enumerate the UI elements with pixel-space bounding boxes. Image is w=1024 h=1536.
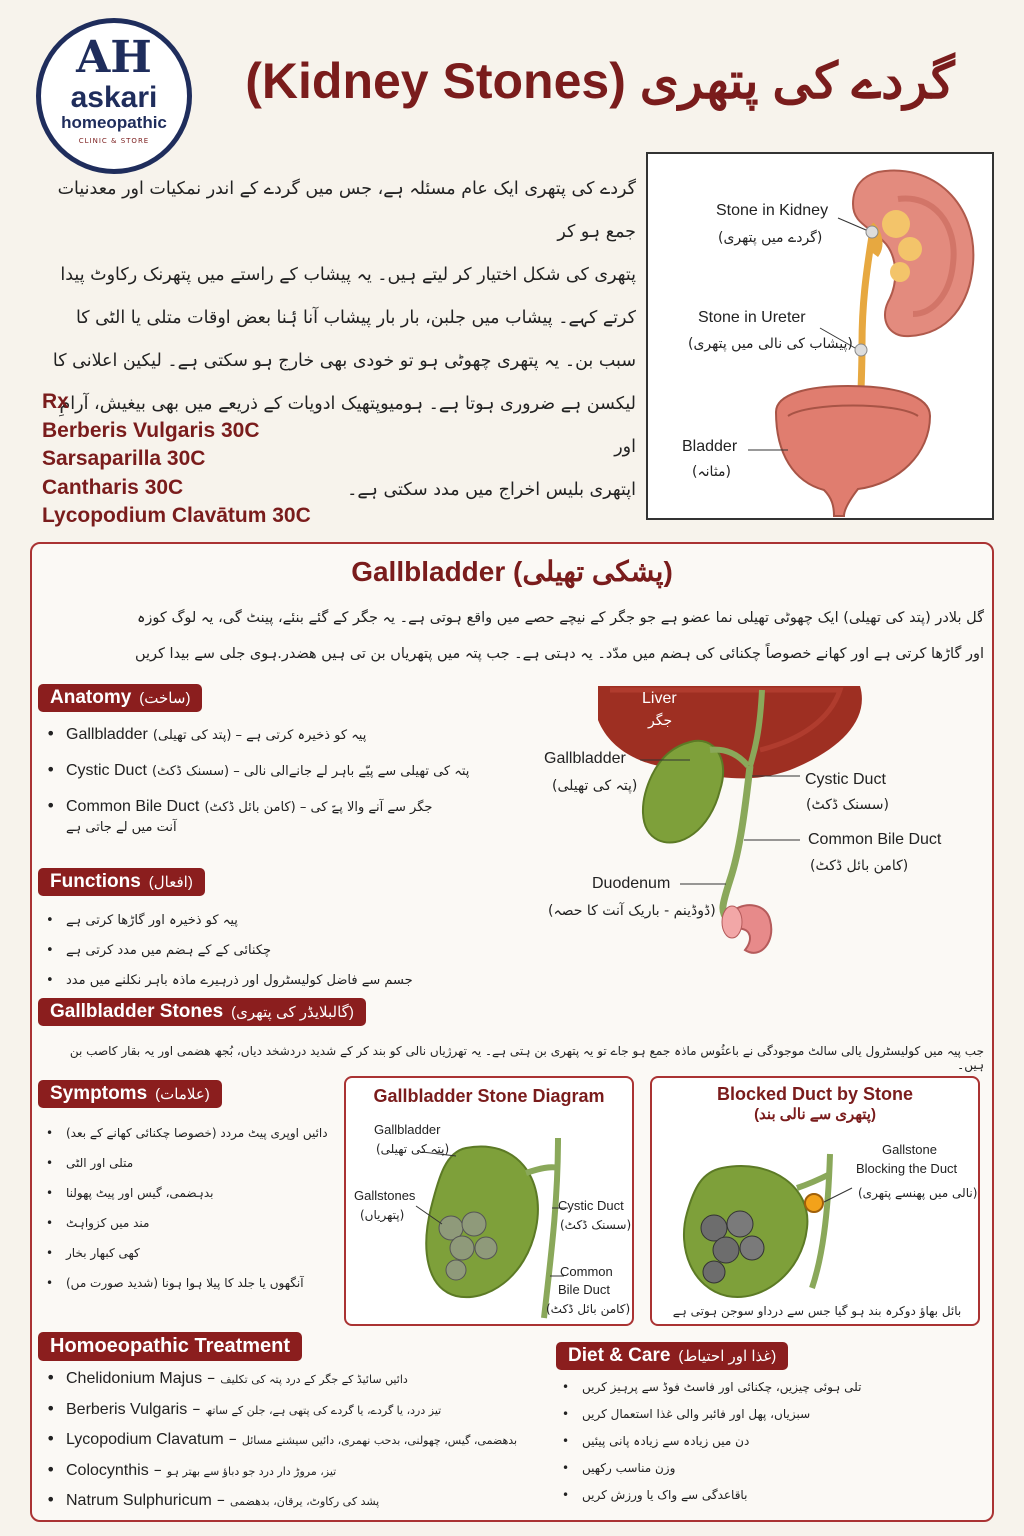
list-item: • تلی ہوئی چیزیں، چکنائی اور فاسٹ فوڈ سے پرہیز کریں — [556, 1374, 976, 1401]
label-stone-kidney: Stone in Kidney — [716, 202, 829, 219]
rx-list — [42, 388, 311, 531]
functions-heading — [38, 868, 205, 896]
rx-medicine: Lycopodium Clavātum 30C — [42, 504, 311, 527]
symptoms-label: Symptoms — [50, 1083, 148, 1104]
logo-tag: CLINIC & STORE — [78, 137, 150, 145]
label-cystic-duct: Cystic Duct — [805, 771, 886, 788]
list-item: • Common Bile Duct (کامن بائل ڈکٹ) – جگر سے آنے والا پےّ کی آنت میں لے جاتی ہے — [40, 796, 560, 835]
rx-medicine: Sarsaparilla 30C — [42, 447, 206, 470]
label-liver-ur: جگر — [648, 713, 673, 729]
blocked-caption: بائل بھاؤ دوکرہ بند ہو گیا جس سے درداو سوجن ہوتی ہے — [672, 1304, 962, 1318]
diet-label: Diet & Care — [568, 1345, 671, 1366]
anatomy-heading — [38, 684, 202, 712]
list-item: • آنگھوں یا جلد کا پیلا ہوا ہونا (شدید صورت مں) — [40, 1268, 340, 1298]
label-stone-ureter-ur: (پیشاب کی نالی میں پتھری) — [688, 336, 853, 352]
stone-diagram-title: Gallbladder Stone Diagram — [373, 1086, 605, 1106]
symptoms-label-ur: (علامات) — [155, 1086, 210, 1103]
anatomy-label: Anatomy — [50, 687, 132, 708]
blocked-title: Blocked Duct by Stone — [716, 1084, 914, 1104]
stones-label: Gallbladder Stones — [50, 1001, 224, 1022]
list-item: • Lycopodium Clavatum – بدھضمی، گیس، چھولنی، بدحب نھمری، دائیں سیشنے مسائل — [40, 1425, 560, 1456]
list-item: • باقاعدگی سے واک یا ورزش کریں — [556, 1482, 976, 1509]
symptoms-heading — [38, 1080, 222, 1108]
gintro-line: گل بلادر (پتد کی تھیلی) ایک چھوٹی تھیلی نما عضو ہے جو جگر کے نیچے حصے میں واقع ہوتی ہے۔ یہ جگر کے گئے بنئے، پینٹ گی، یہ لوگ کوزہ — [136, 610, 984, 626]
label-liver: Liver — [642, 690, 677, 707]
label-blocking-duct-ur: (نالی میں پھنسے پتھری) — [858, 1186, 978, 1200]
intro-line: کرتے کہے۔ پیشاب میں جلبن، بار بار پیشاب آنا ۂنا بعض اوقات متلی یا الٹی کا — [75, 308, 636, 328]
intro-line: پتھری کی شکل اختیار کر لیتے ہیں۔ یہ پیشاب کے راستے میں پتھرنک رکاوٹ پیدا — [60, 265, 636, 285]
intro-line: لیکسن ہے ضروری ہوتا ہے۔ ہومیوپتھیک ادویات کے ذریعے میں بھی بیغیش، آرامِ اور — [59, 394, 636, 457]
label-common-bile-duct-ur: (کامن بائل ڈکٹ) — [810, 858, 909, 874]
rx-medicine: Berberis Vulgaris 30C — [42, 418, 260, 442]
treatment-heading — [38, 1332, 302, 1361]
list-item: • Berberis Vulgaris – تیز درد، یا گردے، یا گردے کی پتھی ہے، جلن کے ساتھ — [40, 1395, 560, 1426]
label-duodenum-ur: (ڈوڈینم - باریک آنت کا حصہ) — [548, 903, 716, 919]
intro-line: سبب بن۔ یہ پتھری چھوٹی ہو تو خودی بھی خارج ہو سکتی ہے۔ لیکین اعلانی کا — [52, 351, 636, 371]
label-bladder: Bladder — [682, 438, 738, 455]
treatment-label: Homoeopathic Treatment — [50, 1335, 291, 1357]
list-item: • کھی کبھار بخار — [40, 1238, 340, 1268]
rx-label: Rx — [42, 390, 69, 413]
functions-label-ur: (افعال) — [148, 874, 193, 891]
stones-label-ur: (گالبلایڈر کی پتھری) — [231, 1004, 354, 1021]
gallbladder-intro — [40, 600, 984, 672]
intro-line: گردے کی پتھری ایک عام مسئلہ ہے، جس میں گردے کے اندر نمکیات اور معدنیات جمع ہو کر — [57, 179, 636, 242]
list-item: • Gallbladder (پتد کی تھیلی) – پیہ کو ذخیرہ کرتی ہے — [40, 724, 560, 744]
gintro-line: اور گاڑھا کرتی ہے اور کھانے خصوصاً چکنائی کی ہضم میں مدّد۔ یہ دہتی ہے۔ جب پتہ میں پتھریاں بن تی ہیں ھضدر.ہوی جلی سے بیدا کریں — [134, 646, 984, 662]
blocked-duct-illustration — [652, 1078, 978, 1324]
clinic-logo — [36, 18, 192, 174]
list-item: • Natrum Sulphuricum – پشد کی رکاوٹ، یرقان، بدھضمی — [40, 1486, 560, 1517]
list-item: • بدہضمی، گیس اور پیٹ پھولنا — [40, 1178, 340, 1208]
label-gallbladder: Gallbladder — [374, 1122, 441, 1137]
label-bile-duct: Bile Duct — [558, 1282, 611, 1297]
liver-gallbladder-illustration — [540, 680, 990, 970]
treatment-list — [40, 1364, 560, 1517]
list-item: • وزن مناسب رکھیں — [556, 1455, 976, 1482]
list-item: • دائیں اوپری پیٹ مردد (خصوصا چکنائی کھانے کے بعد) — [40, 1118, 340, 1148]
logo-subtitle: homeopathic — [61, 113, 167, 132]
label-gallbladder: Gallbladder — [544, 750, 626, 767]
list-item: • جسم سے فاضل کولیسٹرول اور ذرہیرے ماذہ باہر نکلنے میں مدد — [40, 966, 560, 996]
label-common: Common — [560, 1264, 613, 1279]
list-item: • سبزیاں، پھل اور فائبر والی غذا استعمال کریں — [556, 1401, 976, 1428]
list-item: • چکنائی کے کے ہضم میں مدد کرتی ہے — [40, 936, 560, 966]
list-item: • دن میں زیادہ سے زیادہ پانی پیئیں — [556, 1428, 976, 1455]
page-title: (Kidney Stones) گردے کی پتھری — [245, 53, 955, 109]
gallbladder-title: Gallbladder (پشکی تھیلی) — [351, 556, 673, 587]
label-duodenum: Duodenum — [592, 875, 671, 892]
logo-monogram: AH — [76, 32, 152, 83]
label-stone-ureter: Stone in Ureter — [698, 309, 806, 326]
diet-list — [556, 1374, 976, 1509]
label-cystic-duct-ur: (سسنک ڈکٹ) — [806, 797, 889, 813]
diet-heading — [556, 1342, 788, 1370]
logo-brand: askari — [70, 81, 158, 114]
list-item: • Cystic Duct (سسنک ڈکٹ) – پتہ کی تھیلی سے پیّے باہر لے جانےالی نالی — [40, 760, 560, 780]
label-stone-kidney-ur: (گردے میں پتھری) — [718, 230, 823, 246]
list-item: • مند میں کزواہٹ — [40, 1208, 340, 1238]
list-item: • پیہ کو ذخیرہ اور گاڑھا کرتی ہے — [40, 906, 560, 936]
label-cystic-duct-ur: (سسنک ڈکٹ) — [560, 1218, 632, 1232]
functions-label: Functions — [50, 871, 141, 892]
anatomy-list — [40, 724, 560, 835]
label-gallstone: Gallstone — [882, 1142, 937, 1157]
label-gallbladder-ur: (پتہ کی تھیلی) — [552, 778, 638, 794]
list-item: • متلی اور الٹی — [40, 1148, 340, 1178]
anatomy-label-ur: (ساخت) — [139, 690, 191, 707]
label-gallbladder-ur: (پتہ کی تھیلی) — [376, 1142, 450, 1156]
blocked-title-ur: (پتھری سے نالی بند) — [754, 1106, 876, 1123]
blocked-duct-box — [650, 1076, 980, 1326]
rx-medicine: Cantharis 30C — [42, 475, 184, 499]
stones-description: جب پیہ میں کولیسٹرول یالی سالٹ موجودگی نے باعثُوس ماذہ جمع ہو جاے تو یہ پتھری بن ہتی ہے۔ یہ تھرژیاں نالی کو بند کر کے شدید دردشخد دیاں، بُجھ ھضمی اور یہ بقار کاصب بن ہیں۔ — [69, 1044, 984, 1072]
label-gallstones-ur: (پتھریاں) — [360, 1208, 405, 1222]
functions-list — [40, 906, 560, 996]
label-bile-duct-ur: (کامن بائل ڈکٹ) — [546, 1302, 631, 1316]
symptoms-list — [40, 1118, 340, 1298]
stones-heading — [38, 998, 366, 1026]
label-blocking-duct: Blocking the Duct — [856, 1161, 958, 1176]
diet-label-ur: (غذا اور احتیاط) — [678, 1348, 777, 1365]
label-bladder-ur: (مثانہ) — [692, 464, 732, 480]
kidney-diagram — [646, 152, 994, 520]
intro-line: اپتھری بلیس اخراج میں مدد سکتی ہے۔ — [347, 480, 636, 500]
list-item: • Chelidonium Majus – دائیں سائیڈ کے جگر کے درد پتہ کی تکلیف — [40, 1364, 560, 1395]
label-gallstones: Gallstones — [354, 1188, 416, 1203]
label-common-bile-duct: Common Bile Duct — [808, 831, 942, 848]
stone-diagram-box — [344, 1076, 634, 1326]
label-cystic-duct: Cystic Duct — [558, 1198, 624, 1213]
list-item: • Colocynthis – تیز، مروڑ دار درد جو دباؤ سے بھتر ہو — [40, 1456, 560, 1487]
